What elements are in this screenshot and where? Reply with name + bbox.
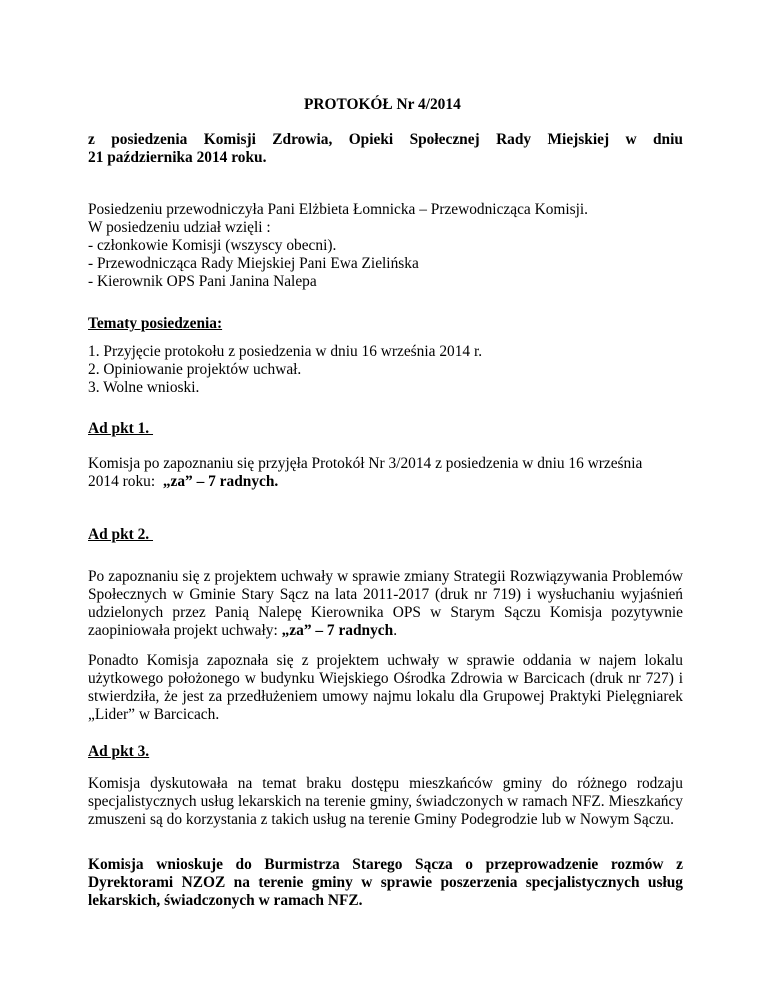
pkt1-line-2 [88, 473, 683, 491]
participant-item: - członkowie Komisji (wszyscy obecni). [88, 237, 337, 254]
pkt2-heading-text: Ad pkt 2. [88, 526, 154, 543]
participant-item: - Przewodnicząca Rady Miejskiej Pani Ewa Zielińska [88, 255, 419, 272]
pkt2-heading [88, 526, 683, 544]
participants-label: W posiedzeniu udział wzięli : [88, 219, 271, 236]
subtitle-line-2: 21 października 2014 roku. [88, 149, 267, 166]
topic-item: 2. Opiniowanie projektów uchwał. [88, 361, 302, 378]
pkt1-date: 2014 roku: [88, 473, 159, 490]
pkt2-para1-text: Po zapoznaniu się z projektem uchwały w sprawie zmiany Strategii Rozwiązywania Problemów Społecznych w Gminie Stary Sącz na lata 2011-2017 (druk nr 719) i wysłuchaniu wyjaśnień udzielonych przez Panią Nalepę Kierownika OPS w Starym Sączu Komisja pozytywnie zaopiniowała projekt uchwały: [88, 568, 683, 639]
chair-line: Posiedzeniu przewodniczyła Pani Elżbieta Łomnicka – Przewodnicząca Komisji. [88, 201, 589, 218]
intro-section [88, 201, 683, 291]
subtitle-word: Rady [496, 131, 532, 148]
subtitle-word: Komisji [203, 131, 256, 148]
subtitle-word: Miejskiej [547, 131, 610, 148]
topics-list [88, 343, 683, 397]
subtitle-word: z [88, 131, 95, 148]
pkt3-conclusion: Komisja wnioskuje do Burmistrza Starego Sącza o przeprowadzenie rozmów z Dyrektorami NZOZ na terenie gminy w sprawie poszerzenia specjalistycznych usług lekarskich, świadczonych w ramach NFZ. [88, 856, 683, 909]
pkt2-vote: „za” – 7 radnych [281, 622, 394, 639]
topics-heading: Tematy posiedzenia: [88, 315, 223, 332]
pkt2-para1-end: . [393, 622, 398, 639]
participant-item: - Kierownik OPS Pani Janina Nalepa [88, 273, 317, 290]
topic-item: 3. Wolne wnioski. [88, 379, 200, 396]
pkt2-paragraph-1 [88, 568, 683, 640]
document-title: PROTOKÓŁ Nr 4/2014 [304, 96, 461, 113]
topic-item: 1. Przyjęcie protokołu z posiedzenia w dniu 16 września 2014 r. [88, 343, 483, 360]
subtitle-word: Społecznej [409, 131, 480, 148]
subtitle-word: Opieki [348, 131, 394, 148]
subtitle-word: posiedzenia [111, 131, 188, 148]
subtitle-word: Zdrowia, [272, 131, 333, 148]
pkt2-paragraph-2: Ponadto Komisja zapoznała się z projektem uchwały w sprawie oddania w najem lokalu użytkowego położonego w budynku Wiejskiego Ośrodka Zdrowia w Barcicach (druk nr 727) i stwierdziła, że jest za przedłużeniem umowy najmu lokalu dla Grupowej Praktyki Pielęgniarek „Lider” w Barcicach. [88, 652, 683, 723]
pkt3-paragraph: Komisja dyskutowała na temat braku dostępu mieszkańców gminy do różnego rodzaju specjalistycznych usług lekarskich na terenie gminy, świadczonych w ramach NFZ. Mieszkańcy zmuszeni są do korzystania z takich usług na terenie Gminy Podegrodzie lub w Nowym Sączu. [88, 775, 683, 828]
document-subtitle [88, 131, 683, 167]
subtitle-word: w [625, 131, 637, 148]
subtitle-line-1 [88, 131, 683, 149]
pkt1-text [88, 455, 683, 491]
pkt1-heading-text: Ad pkt 1. [88, 420, 154, 437]
subtitle-word: dniu [652, 131, 683, 148]
pkt1-heading [88, 420, 683, 438]
pkt3-heading: Ad pkt 3. [88, 743, 150, 760]
pkt1-line-1: Komisja po zapoznaniu się przyjęła Protokół Nr 3/2014 z posiedzenia w dniu 16 września [88, 455, 643, 472]
pkt1-vote: „za” – 7 radnych. [162, 473, 279, 490]
